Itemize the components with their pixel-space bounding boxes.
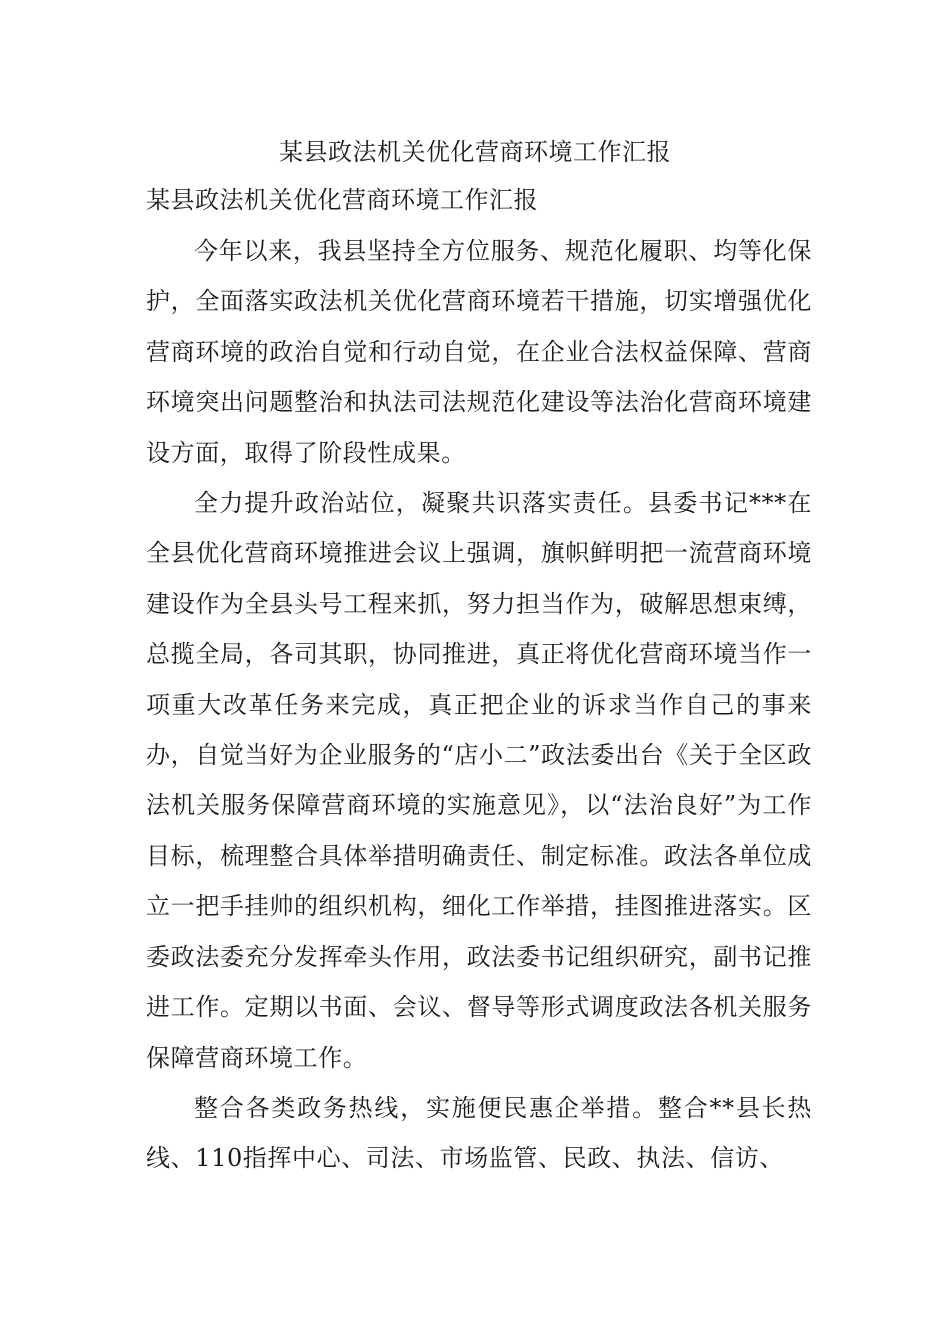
paragraph-intro: 今年以来，我县坚持全方位服务、规范化履职、均等化保护，全面落实政法机关优化营商环境若干措施，切实增强优化营商环境的政治自觉和行动自觉，在企业合法权益保障、营商环境突出问题整治和执法司法规范化建设等法治化营商环境建设方面，取得了阶段性成果。 <box>146 237 812 467</box>
document-body <box>146 226 812 1184</box>
paragraph-hotline-integration: 整合各类政务热线，实施便民惠企举措。整合**县长热线、110指挥中心、司法、市场监管、民政、执法、信访、 <box>146 1093 812 1173</box>
paragraph-political-stance: 全力提升政治站位，凝聚共识落实责任。县委书记***在全县优化营商环境推进会议上强调，旗帜鲜明把一流营商环境建设作为全县头号工程来抓，努力担当作为，破解思想束缚，总揽全局，各司其职，协同推进，真正将优化营商环境当作一项重大改革任务来完成，真正把企业的诉求当作自己的事来办，自觉当好为企业服务的“店小二”政法委出台《关于全区政法机关服务保障营商环境的实施意见》，以“法治良好”为工作目标，梳理整合具体举措明确责任、制定标准。政法各单位成立一把手挂帅的组织机构，细化工作举措，挂图推进落实。区委政法委充分发挥牵头作用，政法委书记组织研究，副书记推进工作。定期以书面、会议、督导等形式调度政法各机关服务保障营商环境工作。 <box>146 489 812 1072</box>
document-title: 某县政法机关优化营商环境工作汇报 <box>279 138 671 166</box>
document-subtitle: 某县政法机关优化营商环境工作汇报 <box>146 186 538 214</box>
